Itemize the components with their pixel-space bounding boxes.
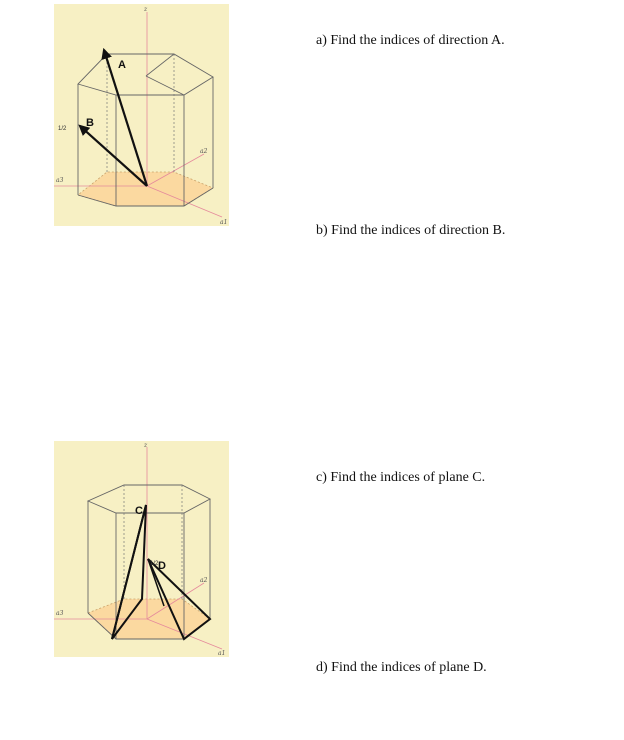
axis-a2-label: a2 <box>200 148 208 155</box>
question-a: a) Find the indices of direction A. <box>316 33 505 48</box>
hexagonal-cell-figure-2 <box>54 441 229 657</box>
hexagonal-cell-diagram-2 <box>54 441 229 657</box>
question-c: c) Find the indices of plane C. <box>316 470 486 485</box>
axis-z-label: z <box>144 6 148 13</box>
half-label: 1/2 <box>58 126 67 132</box>
label-B: B <box>86 117 94 129</box>
axis-a2-label: a2 <box>200 577 208 584</box>
label-C: C <box>135 505 143 517</box>
label-D: D <box>158 560 166 572</box>
top-hexagon <box>78 54 213 95</box>
half-label: 1/2 <box>150 561 159 567</box>
question-b: b) Find the indices of direction B. <box>316 223 506 238</box>
axis-z-label: z <box>144 442 148 449</box>
axis-a1-label: a1 <box>218 650 226 657</box>
hexagonal-cell-figure-1 <box>54 4 229 226</box>
top-inner-edge <box>146 76 184 95</box>
question-d: d) Find the indices of plane D. <box>316 660 487 675</box>
label-A: A <box>118 59 126 71</box>
axis-a3-label: a3 <box>56 610 64 617</box>
top-hexagon <box>88 485 210 513</box>
top-inner-edge <box>146 54 174 76</box>
hexagonal-cell-diagram-1 <box>54 4 229 226</box>
axis-a1-label: a1 <box>220 219 228 226</box>
axis-a3-label: a3 <box>56 177 64 184</box>
